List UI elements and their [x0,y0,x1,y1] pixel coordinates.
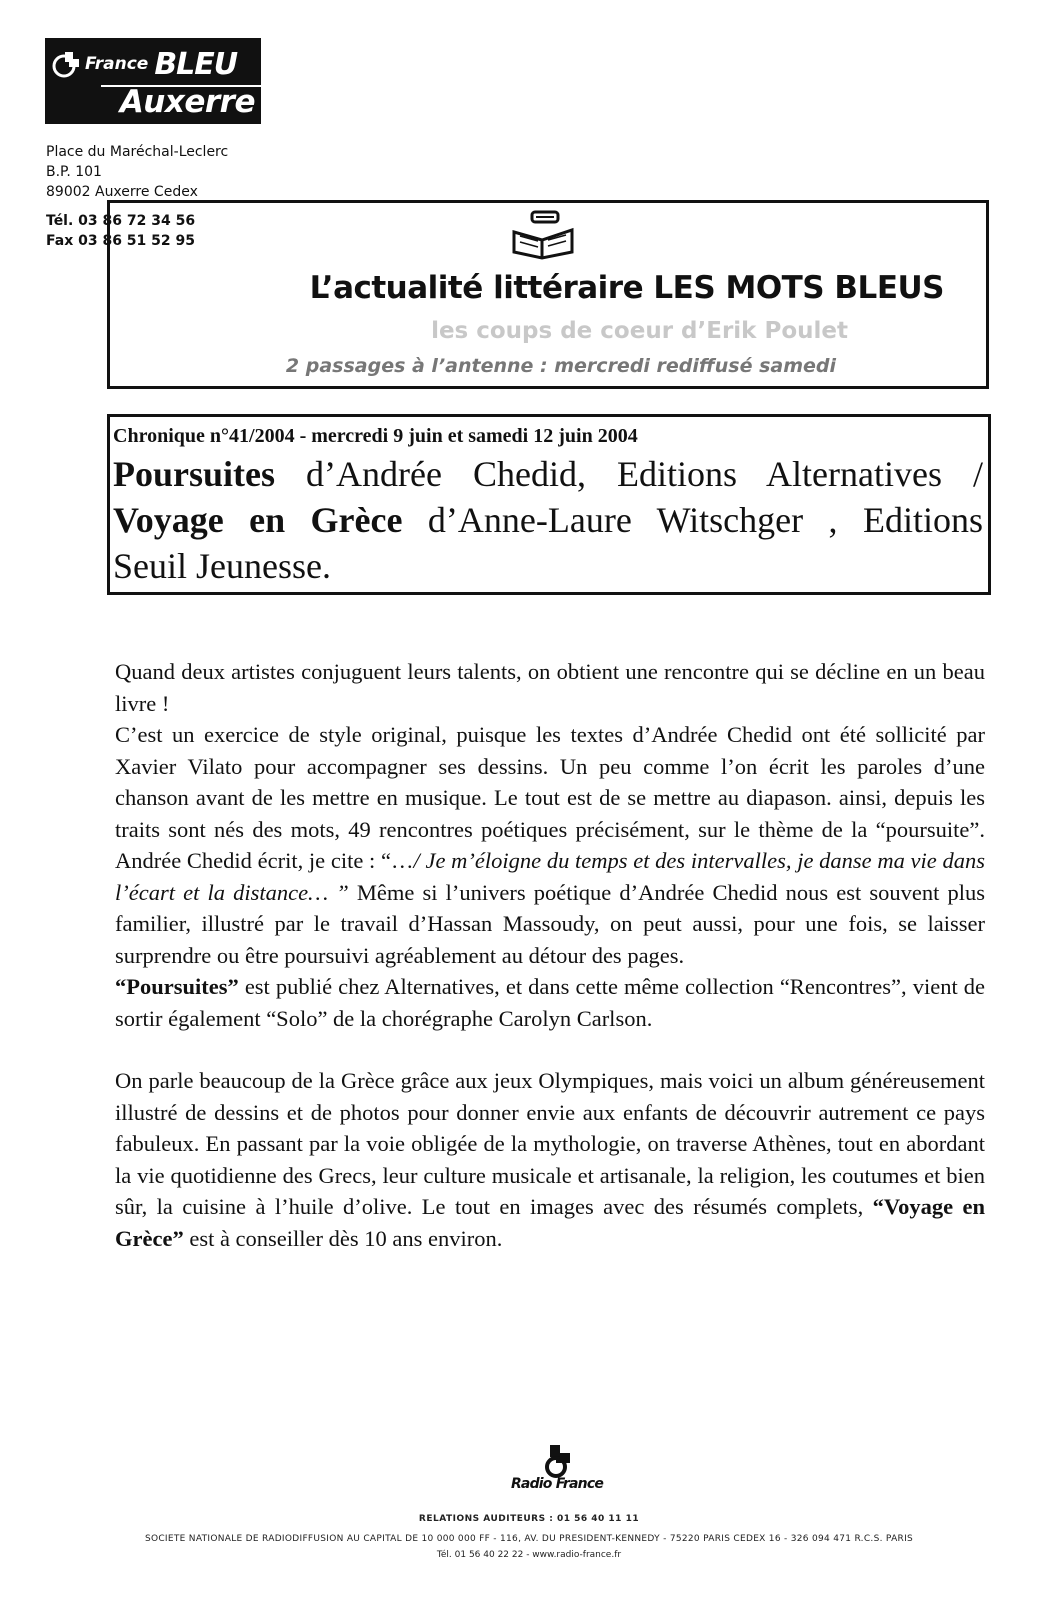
paragraph-3-title: “Poursuites” [115,974,239,999]
logo-auxerre-text: Auxerre [119,84,255,120]
chronicle-line-2 [113,497,983,543]
banner-title: L’actualité littéraire LES MOTS BLEUS [309,270,944,306]
book-title-voyage: Voyage en Grèce [113,500,403,540]
france-bleu-logo [45,38,261,124]
paragraph-2 [115,719,985,971]
chronicle-header: Chronique n°41/2004 - mercredi 9 juin et samedi 12 juin 2004 [113,425,638,447]
chronicle-line-1-rest: d’Andrée Chedid, Editions Alternatives / [275,454,983,494]
quote: / Je m’éloigne du temps et des intervalles, je danse ma vie dans l’écart et la distance… ” [115,848,985,905]
fax: Fax 03 86 51 52 95 [46,233,196,249]
address-line-1: Place du Maréchal-Leclerc [46,144,229,160]
paragraph-1: Quand deux artistes conjuguent leurs talents, on obtient une rencontre qui se décline en un beau livre ! [115,659,985,716]
paragraph-2-continued: Même si l’univers poétique d’Andrée Chedid nous est souvent plus familier, illustré par le travail d’Hassan Massoudy, on peut aussi, pour une fois, se laisser surprendre ou être poursuivi agréablement au détour des pages. [115,879,986,968]
paragraph-gap [115,1034,985,1065]
open-book-icon [510,210,576,260]
paragraph-3-text: est publié chez Alternatives, et dans cette même collection “Rencontres”, vient de sortir également “Solo” de la chorégraphe Carolyn Carlson. [115,974,985,1031]
paragraph-3 [115,971,985,1034]
footer-legal: SOCIETE NATIONALE DE RADIODIFFUSION AU CAPITAL DE 10 000 000 FF - 116, AV. DU PRESIDENT-KENNEDY - 75220 PARIS CEDEX 16 - 326 094 471 R.C.S. PARIS [144,1534,914,1544]
logo-france-text: France [85,54,149,74]
paragraph-4-title: “Voyage en Grèce” [115,1194,985,1251]
book-title-poursuites: Poursuites [113,454,275,494]
paragraph-4 [115,1065,985,1254]
banner-subtitle: les coups de coeur d’Erik Poulet [431,318,848,344]
footer-relations: RELATIONS AUDITEURS : 01 56 40 11 11 [418,1514,640,1524]
chronicle-line-1 [113,451,983,497]
telephone: Tél. 03 86 72 34 56 [46,213,196,229]
footer-contact: Tél. 01 56 40 22 22 - www.radio-france.fr [436,1550,622,1560]
chronicle-line-3: Seuil Jeunesse. [113,546,331,586]
logo-bleu-text: BLEU [154,46,238,82]
banner-schedule: 2 passages à l’antenne : mercredi rediffusé samedi [285,355,836,377]
article-body [115,656,985,1254]
paragraph-2-text: C’est un exercice de style original, puisque les textes d’Andrée Chedid ont été sollicité par Xavier Vilato pour accompagner ses dessins. Un peu comme l’on écrit les paroles d’une chanson avant de les mettre en musique. Le tout est de se mettre au diapason. ainsi, depuis les traits sont nés des mots, 49 rencontres poétiques précisément, sur le thème de la “poursuite”. Andrée Chedid écrit, je cite : “… [115,722,985,873]
radio-france-wordmark: Radio France [510,1476,604,1492]
address-line-2: B.P. 101 [46,164,102,180]
paragraph-4-text: On parle beaucoup de la Grèce grâce aux jeux Olympiques, mais voici un album généreusement illustré de dessins et de photos pour donner envie aux enfants de découvrir autrement ce pays fabuleux. En passant par la voie obligée de la mythologie, on traverse Athènes, tout en abordant la vie quotidienne des Grecs, leur culture musicale et artisanale, la religion, les coutumes et bien sûr, la cuisine à l’huile d’olive. Le tout en images avec des résumés complets, [115,1068,985,1219]
radio-france-emblem-icon [51,49,81,79]
chronicle-line-2-rest: d’Anne-Laure Witschger , Editions [402,500,983,540]
paragraph-4-end: est à conseiller dès 10 ans environ. [183,1225,503,1251]
address-line-3: 89002 Auxerre Cedex [46,184,198,200]
